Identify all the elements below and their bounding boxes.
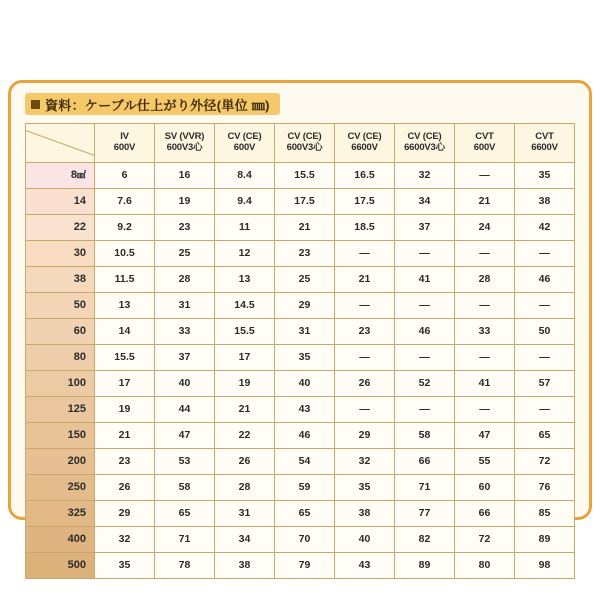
table-cell: 21 (215, 397, 275, 423)
column-header (395, 124, 455, 163)
table-cell: 55 (455, 449, 515, 475)
table-cell: 9.2 (95, 215, 155, 241)
table-cell: 35 (95, 553, 155, 579)
table-cell: — (395, 397, 455, 423)
table-cell: 42 (515, 215, 575, 241)
table-row (26, 267, 575, 293)
table-cell: — (515, 241, 575, 267)
column-header-line2: 600V3心 (286, 142, 323, 153)
table-cell: 16.5 (335, 163, 395, 189)
table-cell: 57 (515, 371, 575, 397)
table-cell: 77 (395, 501, 455, 527)
table-corner-cell (26, 124, 95, 163)
table-cell: 47 (155, 423, 215, 449)
table-cell: 76 (515, 475, 575, 501)
table-cell: — (515, 293, 575, 319)
table-cell: 40 (155, 371, 215, 397)
table-cell: 10.5 (95, 241, 155, 267)
table-cell: 9.4 (215, 189, 275, 215)
table-cell: 28 (155, 267, 215, 293)
row-header-size: 325 (26, 501, 95, 527)
column-header-line1: SV (VVR) (164, 131, 205, 143)
table-cell: 38 (335, 501, 395, 527)
column-header (155, 124, 215, 163)
table-cell: — (455, 163, 515, 189)
table-cell: 19 (95, 397, 155, 423)
table-cell: 58 (155, 475, 215, 501)
row-header-size: 200 (26, 449, 95, 475)
table-row (26, 319, 575, 345)
table-cell: 46 (395, 319, 455, 345)
table-cell: 66 (455, 501, 515, 527)
table-cell: 40 (275, 371, 335, 397)
table-cell: 24 (455, 215, 515, 241)
table-cell: 29 (95, 501, 155, 527)
column-header (455, 124, 515, 163)
table-cell: 71 (155, 527, 215, 553)
column-header-line1: CVT (475, 131, 494, 143)
table-cell: 6 (95, 163, 155, 189)
column-header-line2: 600V (473, 142, 496, 153)
row-header-size: 100 (26, 371, 95, 397)
table-cell: 17.5 (275, 189, 335, 215)
table-cell: — (395, 241, 455, 267)
row-header-size: 125 (26, 397, 95, 423)
column-header-line2: 600V3心 (166, 142, 203, 153)
table-cell: 82 (395, 527, 455, 553)
table-cell: 71 (395, 475, 455, 501)
table-row (26, 241, 575, 267)
table-cell: 46 (275, 423, 335, 449)
table-cell: 15.5 (95, 345, 155, 371)
column-header (215, 124, 275, 163)
table-header-row (26, 124, 575, 163)
table-cell: 53 (155, 449, 215, 475)
table-cell: 25 (275, 267, 335, 293)
column-header (95, 124, 155, 163)
diagonal-divider-icon (26, 124, 94, 162)
table-cell: 79 (275, 553, 335, 579)
table-cell: 21 (335, 267, 395, 293)
column-header-line1: CV (CE) (407, 131, 442, 143)
table-cell: 22 (215, 423, 275, 449)
table-cell: 98 (515, 553, 575, 579)
table-cell: 65 (155, 501, 215, 527)
table-cell: 11.5 (95, 267, 155, 293)
table-cell: 46 (515, 267, 575, 293)
table-cell: 70 (275, 527, 335, 553)
table-row (26, 397, 575, 423)
row-header-size: 400 (26, 527, 95, 553)
table-cell: 15.5 (275, 163, 335, 189)
table-cell: 58 (395, 423, 455, 449)
table-cell: 35 (335, 475, 395, 501)
column-header-line1: CV (CE) (227, 131, 262, 143)
table-cell: 21 (275, 215, 335, 241)
table-cell: 52 (395, 371, 455, 397)
table-cell: 31 (275, 319, 335, 345)
table-cell: 59 (275, 475, 335, 501)
table-body (26, 163, 575, 579)
table-cell: 28 (455, 267, 515, 293)
row-header-size: 22 (26, 215, 95, 241)
table-cell: — (515, 397, 575, 423)
table-row (26, 293, 575, 319)
column-header (515, 124, 575, 163)
unit-label: ㎟ (76, 170, 86, 181)
table-row (26, 163, 575, 189)
table-head (26, 124, 575, 163)
table-cell: 17 (95, 371, 155, 397)
table-cell: 37 (395, 215, 455, 241)
table-cell: 89 (395, 553, 455, 579)
row-header-size: 60 (26, 319, 95, 345)
table-cell: — (335, 397, 395, 423)
table-cell: — (335, 345, 395, 371)
table-cell: 26 (215, 449, 275, 475)
table-cell: 14.5 (215, 293, 275, 319)
column-header-line1: IV (120, 131, 129, 143)
table-cell: 89 (515, 527, 575, 553)
table-cell: 38 (215, 553, 275, 579)
table-cell: 29 (335, 423, 395, 449)
table-cell: 21 (95, 423, 155, 449)
table-cell: 28 (215, 475, 275, 501)
table-cell: 44 (155, 397, 215, 423)
table-cell: 23 (335, 319, 395, 345)
row-header-size: 8㎟ (26, 163, 95, 189)
table-cell: 35 (275, 345, 335, 371)
column-header (275, 124, 335, 163)
table-cell: 17.5 (335, 189, 395, 215)
cable-diameter-table (25, 123, 575, 579)
table-cell: 12 (215, 241, 275, 267)
table-row (26, 371, 575, 397)
table-row (26, 423, 575, 449)
table-cell: — (455, 345, 515, 371)
table-cell: 23 (95, 449, 155, 475)
table-row (26, 475, 575, 501)
table-cell: 32 (395, 163, 455, 189)
table-cell: 23 (275, 241, 335, 267)
table-cell: 31 (155, 293, 215, 319)
table-cell: 23 (155, 215, 215, 241)
table-row (26, 527, 575, 553)
table-row (26, 449, 575, 475)
row-header-size: 80 (26, 345, 95, 371)
table-cell: 78 (155, 553, 215, 579)
table-cell: 15.5 (215, 319, 275, 345)
column-header-line1: CV (CE) (347, 131, 382, 143)
table-row (26, 189, 575, 215)
table-cell: 33 (155, 319, 215, 345)
table-container (25, 123, 575, 579)
table-cell: 26 (335, 371, 395, 397)
table-cell: 31 (215, 501, 275, 527)
table-row (26, 553, 575, 579)
table-cell: 85 (515, 501, 575, 527)
column-header (335, 124, 395, 163)
column-header-line2: 600V (233, 142, 256, 153)
column-header-line2: 6600V (531, 142, 558, 153)
table-cell: 41 (395, 267, 455, 293)
table-cell: — (455, 293, 515, 319)
column-header-line1: CV (CE) (287, 131, 322, 143)
table-cell: 65 (515, 423, 575, 449)
table-cell: 66 (395, 449, 455, 475)
table-cell: 80 (455, 553, 515, 579)
column-header-line2: 600V (113, 142, 136, 153)
panel-title: 資料：ケーブル仕上がり外径(単位 ㎜) (45, 97, 270, 113)
table-row (26, 215, 575, 241)
table-cell: 29 (275, 293, 335, 319)
table-cell: — (395, 293, 455, 319)
row-header-size: 30 (26, 241, 95, 267)
table-cell: 43 (275, 397, 335, 423)
table-cell: 35 (515, 163, 575, 189)
column-header-line2: 6600V3心 (404, 142, 445, 153)
table-cell: 32 (95, 527, 155, 553)
table-cell: — (455, 397, 515, 423)
table-cell: 37 (155, 345, 215, 371)
column-header-line2: 6600V (351, 142, 378, 153)
table-cell: 60 (455, 475, 515, 501)
table-cell: 18.5 (335, 215, 395, 241)
table-cell: 16 (155, 163, 215, 189)
table-cell: 13 (95, 293, 155, 319)
table-cell: 32 (335, 449, 395, 475)
table-cell: 26 (95, 475, 155, 501)
table-cell: — (395, 345, 455, 371)
table-cell: 40 (335, 527, 395, 553)
table-row (26, 345, 575, 371)
table-cell: — (335, 293, 395, 319)
table-cell: 14 (95, 319, 155, 345)
table-cell: 54 (275, 449, 335, 475)
table-cell: 72 (515, 449, 575, 475)
table-cell: 65 (275, 501, 335, 527)
table-cell: 19 (155, 189, 215, 215)
table-cell: 41 (455, 371, 515, 397)
table-cell: 11 (215, 215, 275, 241)
table-cell: 7.6 (95, 189, 155, 215)
table-cell: 47 (455, 423, 515, 449)
data-card (8, 80, 592, 572)
row-header-size: 250 (26, 475, 95, 501)
row-header-size: 50 (26, 293, 95, 319)
column-header-line1: CVT (535, 131, 554, 143)
table-cell: 33 (455, 319, 515, 345)
table-cell: 34 (395, 189, 455, 215)
row-header-size: 38 (26, 267, 95, 293)
table-cell: 38 (515, 189, 575, 215)
table-cell: 13 (215, 267, 275, 293)
row-header-size: 500 (26, 553, 95, 579)
table-cell: 43 (335, 553, 395, 579)
table-cell: 21 (455, 189, 515, 215)
table-cell: — (455, 241, 515, 267)
table-cell: 17 (215, 345, 275, 371)
table-cell: — (335, 241, 395, 267)
table-cell: — (515, 345, 575, 371)
table-cell: 8.4 (215, 163, 275, 189)
panel-title-bar (25, 93, 280, 115)
table-cell: 72 (455, 527, 515, 553)
row-header-size: 150 (26, 423, 95, 449)
square-bullet-icon (31, 100, 40, 109)
table-cell: 50 (515, 319, 575, 345)
table-row (26, 501, 575, 527)
table-cell: 34 (215, 527, 275, 553)
row-header-size: 14 (26, 189, 95, 215)
table-cell: 25 (155, 241, 215, 267)
table-cell: 19 (215, 371, 275, 397)
